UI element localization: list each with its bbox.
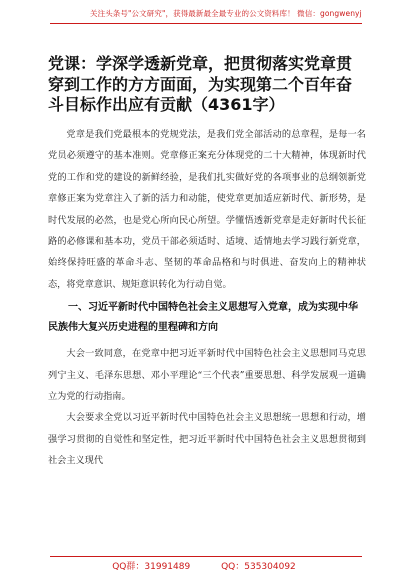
section-paragraph: 大会一致同意，在党章中把习近平新时代中国特色社会主义思想同马克思列宁主义、毛泽东思想、邓小平理论“三个代表”重要思想、科学发展观一道确立为党的行动指南。 [48, 348, 366, 403]
intro-paragraph: 党章是我们党最根本的党规党法，是我们党全部活动的总章程，是每一名党员必须遵守的基本准则。党章修正案充分体现党的二十大精神，体现新时代党的工作和党的建设的新鲜经验，是我们扎实做好党的各项事业的总纲领新党章修正案为党章注入了新的活力和动能，使党章更加适应新时代、新形势，是时代发展的必然，也是党心所向民心所望。学懂悟透新党章是走好新时代长征路的必修课和基本功，党员干部必须适时、适境、适情地去学习践行新党章，始终保持旺盛的革命斗志、坚韧的革命品格和与时俱进、奋发向上的精神状态，将党章意识、规矩意识转化为行动自觉。 [48, 129, 366, 290]
section-paragraph: 大会要求全党以习近平新时代中国特色社会主义思想统一思想和行动，增强学习贯彻的自觉性和坚定性，把习近平新时代中国特色社会主义思想贯彻到社会主义现代 [48, 412, 366, 467]
footer-qq: QQ：535304092 [221, 562, 296, 572]
footer-rule [50, 556, 362, 557]
document-body [48, 124, 366, 472]
page-footer [0, 548, 408, 580]
section-heading-1: 一、习近平新时代中国特色社会主义思想写入党章，成为实现中华民族伟大复兴历史进程的里程碑和方向 [48, 302, 358, 334]
header-rule [50, 23, 362, 24]
document-title: 党课：学深学透新党章，把贯彻落实党章贯穿到工作的方方面面，为实现第二个百年奋斗目标作出应有贡献（4361字） [48, 54, 353, 114]
header-banner: 关注头条号"公文研究"，获得最新最全最专业的公文资料库！ 微信：gongwenyj [90, 9, 362, 18]
footer-qq-group: QQ群：31991489 [112, 562, 191, 572]
page-header [0, 0, 408, 40]
footer-contact [0, 559, 408, 572]
